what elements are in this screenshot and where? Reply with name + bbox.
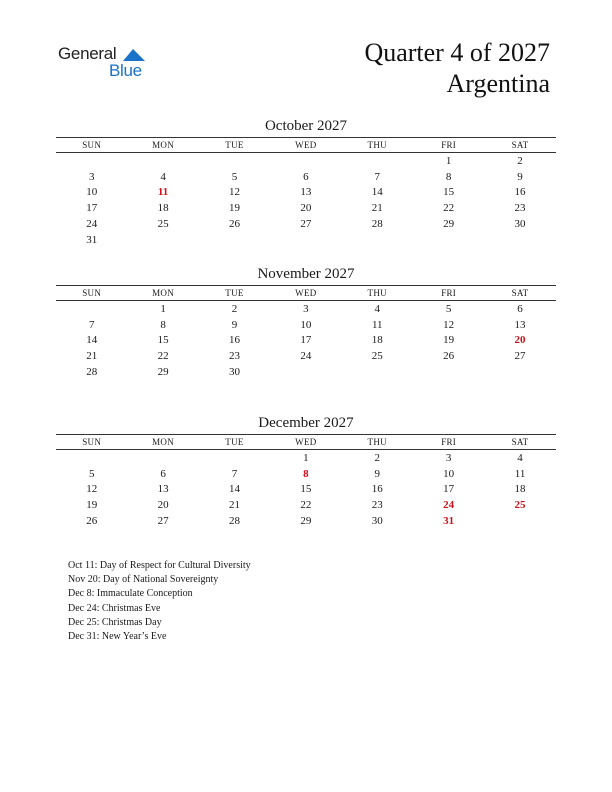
weekday-label: MON xyxy=(152,437,175,447)
day-cell: 6 xyxy=(303,170,309,183)
day-cell: 15 xyxy=(443,186,455,199)
week-row xyxy=(56,216,556,232)
day-cell: 13 xyxy=(157,483,169,496)
day-cell: 25 xyxy=(157,218,169,231)
logo-triangle-icon xyxy=(123,47,145,61)
week-row xyxy=(56,232,556,248)
day-cell: 5 xyxy=(231,170,238,183)
day-cell: 3 xyxy=(445,451,452,464)
day-cell: 8 xyxy=(160,318,166,331)
day-cell: 18 xyxy=(157,202,169,215)
holiday-note: Nov 20: Day of National Sovereignty xyxy=(68,574,219,586)
weekday-label: MON xyxy=(152,288,175,298)
day-cell: 30 xyxy=(514,218,526,231)
holiday-note: Dec 31: New Year’s Eve xyxy=(68,631,167,643)
weekday-label: TUE xyxy=(225,140,244,150)
holiday-day-cell: 25 xyxy=(514,499,526,512)
weekday-label: WED xyxy=(295,437,317,447)
day-cell: 22 xyxy=(443,202,455,215)
day-cell: 30 xyxy=(371,515,383,528)
day-cell: 11 xyxy=(514,467,526,480)
weekday-label: SUN xyxy=(82,437,102,447)
page-title xyxy=(364,37,550,99)
holiday-note: Dec 25: Christmas Day xyxy=(68,616,162,628)
day-cell: 1 xyxy=(303,451,309,464)
day-cell: 21 xyxy=(228,499,240,512)
day-cell: 4 xyxy=(160,170,166,183)
day-cell: 13 xyxy=(514,318,526,331)
generalblue-logo xyxy=(58,44,158,84)
weekday-header xyxy=(56,137,556,153)
weekday-header xyxy=(56,434,556,450)
weekday-label: SAT xyxy=(511,140,529,150)
week-row xyxy=(56,200,556,216)
day-cell: 9 xyxy=(231,318,238,331)
day-cell: 7 xyxy=(231,467,238,480)
weekday-label: MON xyxy=(152,140,175,150)
day-cell: 14 xyxy=(371,186,383,199)
week-row xyxy=(56,513,556,529)
day-cell: 24 xyxy=(86,218,98,231)
day-cell: 2 xyxy=(517,154,523,167)
day-cell: 22 xyxy=(157,350,169,363)
day-cell: 3 xyxy=(303,302,309,315)
day-cell: 15 xyxy=(157,334,169,347)
day-cell: 26 xyxy=(228,218,240,231)
weekday-label: SUN xyxy=(82,288,102,298)
day-cell: 23 xyxy=(371,499,383,512)
day-cell: 10 xyxy=(86,186,98,199)
weekday-label: SAT xyxy=(511,288,529,298)
day-cell: 16 xyxy=(514,186,526,199)
day-cell: 20 xyxy=(157,499,169,512)
week-row xyxy=(56,466,556,482)
day-cell: 1 xyxy=(160,302,166,315)
day-cell: 14 xyxy=(228,483,240,496)
day-cell: 6 xyxy=(160,467,166,480)
holiday-notes xyxy=(68,559,251,644)
logo-text-blue: Blue xyxy=(109,61,142,80)
weekday-label: FRI xyxy=(441,437,457,447)
day-cell: 11 xyxy=(371,318,383,331)
day-cell: 2 xyxy=(231,302,238,315)
week-row xyxy=(56,185,556,201)
day-cell: 19 xyxy=(228,202,240,215)
day-cell: 7 xyxy=(374,170,380,183)
holiday-note: Oct 11: Day of Respect for Cultural Diversity xyxy=(68,560,251,571)
day-cell: 12 xyxy=(443,318,455,331)
day-cell: 29 xyxy=(443,218,455,231)
day-cell: 15 xyxy=(300,483,312,496)
day-cell: 18 xyxy=(371,334,383,347)
day-cell: 30 xyxy=(228,366,240,379)
month-title: November 2027 xyxy=(257,266,355,282)
day-cell: 2 xyxy=(374,451,380,464)
day-cell: 27 xyxy=(300,218,312,231)
weekday-label: THU xyxy=(367,288,387,298)
day-cell: 28 xyxy=(228,515,240,528)
day-cell: 23 xyxy=(514,202,526,215)
weekday-label: SAT xyxy=(511,437,529,447)
week-row xyxy=(56,301,556,317)
day-cell: 23 xyxy=(228,350,240,363)
day-cell: 25 xyxy=(371,350,383,363)
weekday-label: SUN xyxy=(82,140,102,150)
day-cell: 26 xyxy=(86,515,98,528)
day-cell: 28 xyxy=(371,218,383,231)
day-cell: 31 xyxy=(86,233,98,246)
day-cell: 26 xyxy=(443,350,455,363)
day-cell: 1 xyxy=(445,154,452,167)
day-cell: 21 xyxy=(371,202,383,215)
holiday-day-cell: 20 xyxy=(514,334,526,347)
day-cell: 24 xyxy=(300,350,312,363)
day-cell: 5 xyxy=(88,467,95,480)
day-cell: 17 xyxy=(300,334,312,347)
day-cell: 29 xyxy=(157,366,169,379)
weekday-label: FRI xyxy=(441,140,457,150)
week-row xyxy=(56,169,556,185)
logo-text-general: General xyxy=(58,44,117,63)
holiday-day-cell: 8 xyxy=(303,467,309,480)
day-cell: 27 xyxy=(514,350,526,363)
day-cell: 13 xyxy=(300,186,312,199)
week-row xyxy=(56,497,556,513)
day-cell: 14 xyxy=(86,334,98,347)
weekday-label: THU xyxy=(367,140,387,150)
holiday-day-cell: 31 xyxy=(443,515,455,528)
weekday-label: WED xyxy=(295,288,317,298)
day-cell: 19 xyxy=(443,334,455,347)
day-cell: 10 xyxy=(300,318,312,331)
month-november xyxy=(56,264,556,380)
month-october xyxy=(56,116,556,248)
day-cell: 8 xyxy=(445,170,452,183)
weekday-label: THU xyxy=(367,437,387,447)
holiday-note: Dec 24: Christmas Eve xyxy=(68,602,161,614)
day-cell: 21 xyxy=(86,350,98,363)
day-cell: 4 xyxy=(517,451,523,464)
month-title: December 2027 xyxy=(258,415,354,431)
day-cell: 7 xyxy=(88,318,95,331)
day-cell: 19 xyxy=(86,499,98,512)
day-cell: 9 xyxy=(517,170,523,183)
month-title: October 2027 xyxy=(264,118,348,134)
day-cell: 17 xyxy=(443,483,455,496)
day-cell: 6 xyxy=(517,302,523,315)
day-cell: 3 xyxy=(88,170,95,183)
day-cell: 4 xyxy=(374,302,380,315)
weekday-header xyxy=(56,285,556,301)
week-row xyxy=(56,364,556,380)
week-row xyxy=(56,482,556,498)
day-cell: 22 xyxy=(300,499,312,512)
title-quarter: Quarter 4 of 2027 xyxy=(364,38,550,67)
day-cell: 9 xyxy=(374,467,380,480)
day-cell: 16 xyxy=(371,483,383,496)
day-cell: 5 xyxy=(445,302,452,315)
weekday-label: TUE xyxy=(225,437,244,447)
holiday-day-cell: 24 xyxy=(443,499,455,512)
week-row xyxy=(56,450,556,466)
day-cell: 29 xyxy=(300,515,312,528)
week-row xyxy=(56,317,556,333)
week-row xyxy=(56,333,556,349)
weekday-label: TUE xyxy=(225,288,244,298)
weekday-label: FRI xyxy=(441,288,457,298)
day-cell: 18 xyxy=(514,483,526,496)
day-cell: 10 xyxy=(443,467,455,480)
holiday-day-cell: 11 xyxy=(157,186,169,199)
weekday-label: WED xyxy=(295,140,317,150)
holiday-note: Dec 8: Immaculate Conception xyxy=(68,588,193,600)
week-row xyxy=(56,153,556,169)
day-cell: 12 xyxy=(228,186,240,199)
day-cell: 17 xyxy=(86,202,98,215)
day-cell: 20 xyxy=(300,202,312,215)
day-cell: 12 xyxy=(86,483,98,496)
day-cell: 16 xyxy=(228,334,240,347)
week-row xyxy=(56,348,556,364)
day-cell: 27 xyxy=(157,515,169,528)
title-country: Argentina xyxy=(446,69,550,98)
month-december xyxy=(56,413,556,529)
day-cell: 28 xyxy=(86,366,98,379)
